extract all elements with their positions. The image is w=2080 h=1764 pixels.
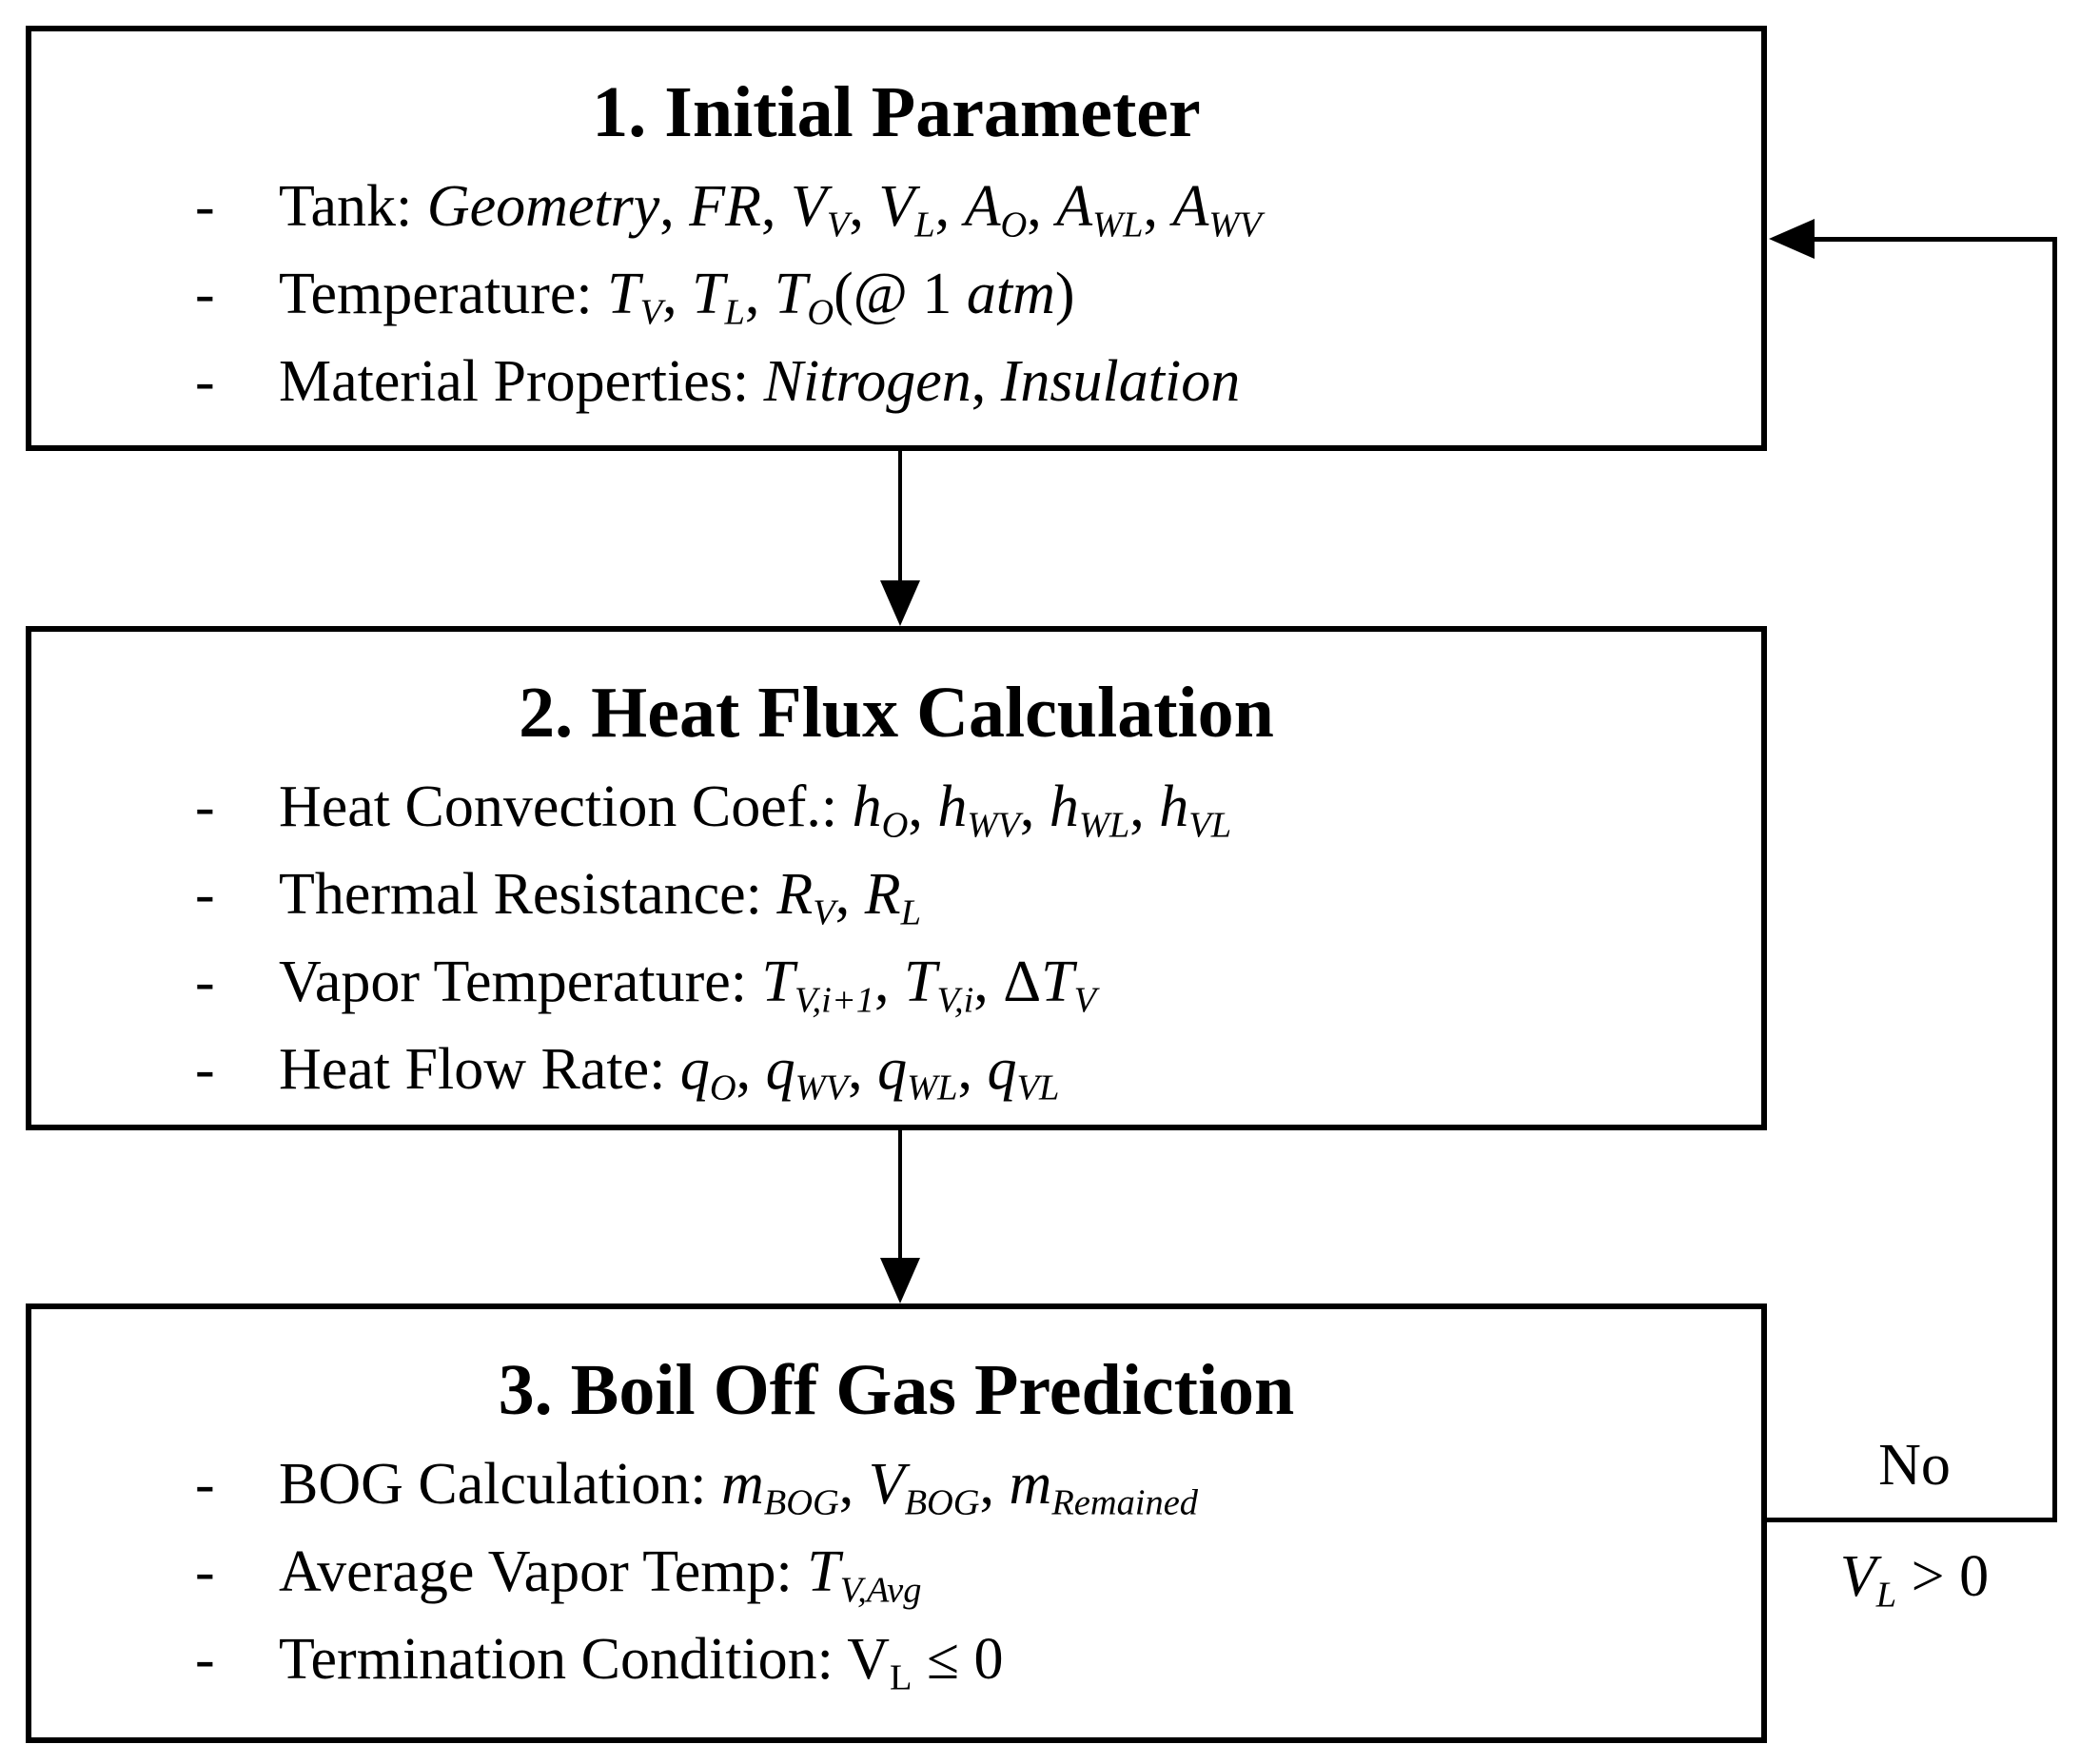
text-segment: h (937, 774, 968, 839)
text-segment: V (791, 174, 827, 239)
math-subscript: WL (1078, 805, 1130, 846)
math-subscript: O (807, 292, 834, 333)
math-subscript: V (1073, 980, 1097, 1021)
list-item (31, 1441, 1761, 1528)
item-text-bog-calculation (279, 1441, 1198, 1528)
arrow-left-icon (1769, 219, 1815, 259)
feedback-line-bottom (1767, 1518, 2057, 1522)
item-text-thermal-resistance (279, 851, 921, 938)
text-segment: q (679, 1037, 710, 1102)
text-segment: Termination Condition: (279, 1627, 848, 1692)
list-item (31, 1528, 1761, 1616)
text-segment: , (979, 1452, 1010, 1517)
box3-items (31, 1441, 1761, 1703)
item-text-termination-condition (279, 1616, 1004, 1703)
item-text-vapor-temperature (279, 938, 1096, 1026)
text-segment: q (987, 1037, 1017, 1102)
math-subscript: V (826, 205, 850, 245)
text-segment: T (761, 950, 795, 1014)
text-segment: , (848, 1037, 878, 1102)
text-segment: Vapor Temperature: (279, 950, 762, 1014)
math-subscript: L (1875, 1575, 1897, 1616)
text-segment: , (834, 862, 865, 927)
bullet-dash: - (195, 862, 215, 927)
math-subscript: L (890, 1657, 912, 1698)
math-subscript: WL (907, 1068, 958, 1108)
list-item (31, 1616, 1761, 1703)
feedback-no-label: No (1878, 1433, 1951, 1498)
list-item (31, 163, 1761, 250)
list-item (31, 1026, 1761, 1113)
feedback-line-top (1814, 237, 2057, 242)
text-segment: T (903, 950, 937, 1014)
text-segment: Temperature: (279, 262, 608, 326)
math-subscript: VL (1016, 1068, 1060, 1108)
text-segment: m (720, 1452, 764, 1517)
text-segment: , (662, 262, 693, 326)
text-segment: , (873, 950, 904, 1014)
box-initial-parameter (26, 26, 1767, 451)
text-segment: , (744, 262, 775, 326)
text-segment: ≤ 0 (912, 1627, 1004, 1692)
bullet-dash: - (195, 950, 215, 1014)
list-item (31, 250, 1761, 338)
text-segment: , (971, 349, 1001, 414)
item-text-tank (279, 163, 1262, 250)
bullet-dash: - (195, 174, 215, 239)
bullet-dash: - (195, 1452, 215, 1517)
text-segment: , (1027, 174, 1057, 239)
text-segment: Insulation (1000, 349, 1241, 414)
arrow-down-icon (880, 580, 920, 626)
text-segment: , (659, 174, 690, 239)
text-segment: R (864, 862, 901, 927)
connector-box2-box3-line (898, 1130, 902, 1260)
math-subscript: V (813, 892, 835, 933)
text-segment: V (847, 1627, 891, 1692)
text-segment: Tank: (279, 174, 427, 239)
math-subscript: V,i+1 (795, 980, 874, 1021)
text-segment: V (1839, 1544, 1876, 1609)
text-segment: ) (1054, 262, 1075, 326)
box-boil-off-gas-prediction (26, 1303, 1767, 1743)
math-subscript: V (639, 292, 663, 333)
text-segment: q (877, 1037, 908, 1102)
bullet-dash: - (195, 1037, 215, 1102)
text-segment: Nitrogen (763, 349, 971, 414)
feedback-condition-label (1772, 1543, 2057, 1616)
math-subscript: O (881, 805, 909, 846)
text-segment: T (807, 1539, 840, 1604)
text-segment: , (973, 950, 1004, 1014)
item-text-material-properties (279, 338, 1240, 425)
text-segment: Heat Convection Coef.: (279, 774, 853, 839)
connector-box1-box2-line (898, 451, 902, 582)
math-subscript: BOG (763, 1482, 839, 1523)
text-segment: Geometry (426, 174, 660, 239)
text-segment: A (964, 174, 1001, 239)
bullet-dash: - (195, 349, 215, 414)
list-item (31, 338, 1761, 425)
math-subscript: WL (1092, 205, 1144, 245)
item-text-heat-flow-rate (279, 1026, 1059, 1113)
list-item (31, 938, 1761, 1026)
text-segment: T (774, 262, 808, 326)
text-segment: h (1159, 774, 1189, 839)
math-subscript: VL (1188, 805, 1232, 846)
text-segment: , (908, 774, 938, 839)
text-segment: , (736, 1037, 766, 1102)
text-segment: Material Properties: (279, 349, 764, 414)
item-text-average-vapor-temp (279, 1528, 921, 1616)
text-segment: T (607, 262, 640, 326)
box2-title: 2. Heat Flux Calculation (519, 673, 1274, 753)
text-segment: Δ (1003, 950, 1042, 1014)
text-segment: T (692, 262, 725, 326)
bullet-dash: - (195, 1539, 215, 1604)
box3-title: 3. Boil Off Gas Prediction (498, 1350, 1295, 1430)
text-segment: , (934, 174, 965, 239)
item-text-heat-convection-coef (279, 763, 1231, 851)
text-segment: h (1049, 774, 1079, 839)
text-segment: V (868, 1452, 905, 1517)
bullet-dash: - (195, 1627, 215, 1692)
text-segment: h (852, 774, 882, 839)
box-heat-flux-calculation (26, 626, 1767, 1130)
text-segment: q (765, 1037, 795, 1102)
math-subscript: V,Avg (839, 1570, 922, 1611)
text-segment: > 0 (1896, 1544, 1990, 1609)
text-segment: , (1129, 774, 1160, 839)
text-segment: atm (966, 262, 1055, 326)
text-segment: (@ 1 (834, 262, 967, 326)
feedback-line-vertical (2052, 237, 2057, 1522)
text-segment: , (1143, 174, 1173, 239)
text-segment: Thermal Resistance: (279, 862, 777, 927)
text-segment: A (1172, 174, 1209, 239)
math-subscript: L (724, 292, 745, 333)
text-segment: m (1009, 1452, 1052, 1517)
item-text-temperature (279, 250, 1075, 338)
text-segment: , (838, 1452, 869, 1517)
box1-title: 1. Initial Parameter (592, 72, 1201, 152)
math-subscript: WV (795, 1068, 849, 1108)
text-segment: BOG Calculation: (279, 1452, 721, 1517)
arrow-down-icon (880, 1258, 920, 1303)
math-subscript: V,i (936, 980, 974, 1021)
text-segment: V (878, 174, 915, 239)
text-segment: , (957, 1037, 988, 1102)
text-segment: , (849, 174, 879, 239)
text-segment: Heat Flow Rate: (279, 1037, 680, 1102)
text-segment: , (761, 174, 792, 239)
math-subscript: O (709, 1068, 736, 1108)
math-subscript: WV (967, 805, 1020, 846)
list-item (31, 851, 1761, 938)
math-subscript: Remained (1051, 1482, 1198, 1523)
math-subscript: L (914, 205, 935, 245)
text-segment: FR (689, 174, 762, 239)
text-segment: A (1056, 174, 1093, 239)
text-segment: R (776, 862, 814, 927)
math-subscript: BOG (904, 1482, 980, 1523)
math-subscript: WV (1208, 205, 1262, 245)
list-item (31, 763, 1761, 851)
math-subscript: L (900, 892, 921, 933)
text-segment: , (1019, 774, 1050, 839)
bullet-dash: - (195, 774, 215, 839)
box2-items (31, 763, 1761, 1113)
box1-items (31, 163, 1761, 425)
math-subscript: O (1000, 205, 1028, 245)
bullet-dash: - (195, 262, 215, 326)
text-segment: Average Vapor Temp: (279, 1539, 808, 1604)
text-segment: T (1041, 950, 1074, 1014)
